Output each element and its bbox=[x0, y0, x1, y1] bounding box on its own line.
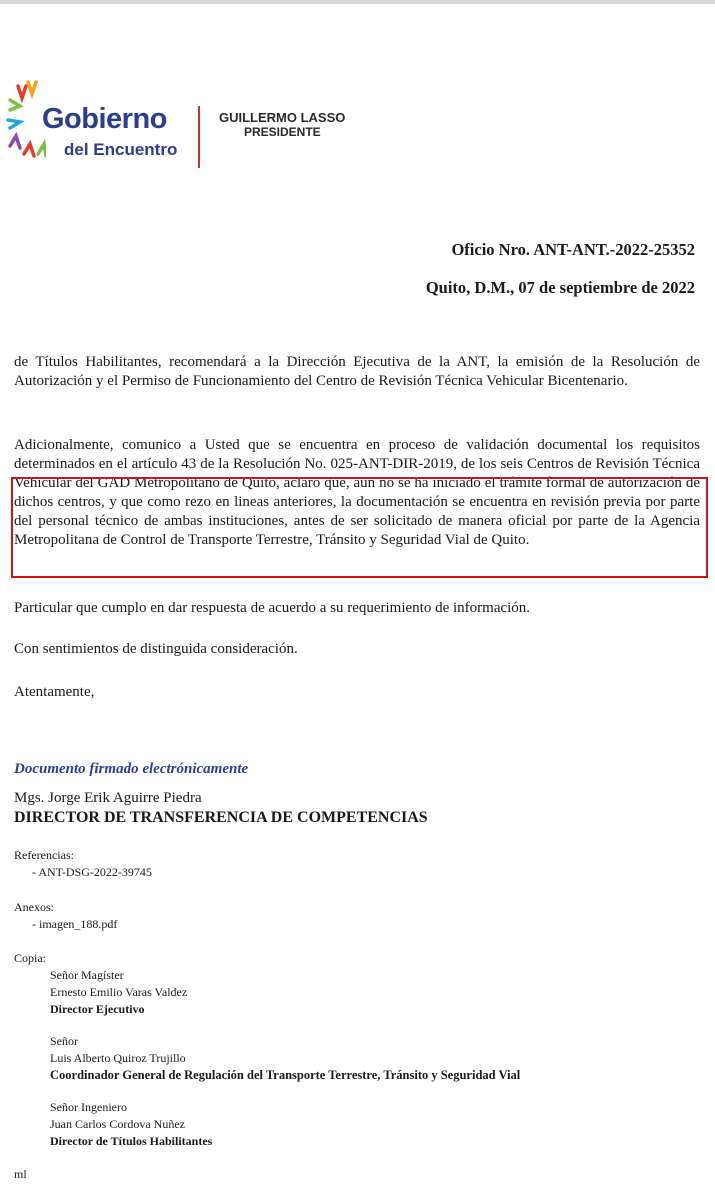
signer-name: Mgs. Jorge Erik Aguirre Piedra bbox=[14, 790, 202, 806]
top-border bbox=[0, 0, 715, 4]
anexos-label: Anexos: bbox=[14, 900, 54, 914]
copia-salutation: Señor Ingeniero bbox=[50, 1100, 127, 1114]
oficio-number: Oficio Nro. ANT-ANT.-2022-25352 bbox=[451, 240, 695, 259]
copia-name: Luis Alberto Quiroz Trujillo bbox=[50, 1051, 186, 1065]
copia-label: Copia: bbox=[14, 951, 46, 965]
paragraph-closing: Con sentimientos de distinguida consideración. bbox=[14, 641, 298, 657]
paragraph-1: de Títulos Habilitantes, recomendará a la Dirección Ejecutiva de la ANT, la emisión de la Resolución de Autorización y el Permiso de Funcionamiento del Centro de Revisión Técnica Vehicular Bicentenario. bbox=[14, 354, 700, 389]
copia-salutation: Señor Magíster bbox=[50, 968, 124, 982]
copia-name: Juan Carlos Cordova Nuñez bbox=[50, 1117, 185, 1131]
anexos-item: - imagen_188.pdf bbox=[32, 917, 118, 931]
logo-divider bbox=[198, 106, 200, 168]
logo-main-text: Gobierno bbox=[42, 103, 167, 135]
copia-role: Director de Títulos Habilitantes bbox=[50, 1134, 213, 1148]
paragraph-3: Particular que cumplo en dar respuesta de acuerdo a su requerimiento de información. bbox=[14, 600, 531, 616]
initials: ml bbox=[14, 1167, 27, 1181]
copia-salutation: Señor bbox=[50, 1034, 78, 1048]
highlight-box bbox=[11, 477, 708, 578]
president-title: PRESIDENTE bbox=[244, 125, 321, 139]
logo-sub-text: del Encuentro bbox=[64, 140, 178, 159]
copia-role: Director Ejecutivo bbox=[50, 1002, 145, 1016]
president-name: GUILLERMO LASSO bbox=[219, 110, 346, 125]
copia-role: Coordinador General de Regulación del Transporte Terrestre, Tránsito y Seguridad Vial bbox=[50, 1068, 521, 1082]
referencias-label: Referencias: bbox=[14, 848, 74, 862]
gobierno-logo bbox=[6, 80, 366, 175]
referencias-item: - ANT-DSG-2022-39745 bbox=[32, 865, 152, 879]
signer-title: DIRECTOR DE TRANSFERENCIA DE COMPETENCIAS bbox=[14, 809, 428, 826]
copia-name: Ernesto Emilio Varas Valdez bbox=[50, 985, 188, 999]
paragraph-2: Adicionalmente, comunico a Usted que se encuentra en proceso de validación documental los requisitos determinados en el artículo 43 de la Resolución No. 025-ANT-DIR-2019, de los seis Centros de Revisión Técnica Vehicular del GAD Metropolitano de Quito, aclaro que, aun no se ha iniciado el trámite formal de autorización de dichos centros, y que como rezo en lineas anteriores, la documentación se encuentra en revisión previa por parte del personal técnico de ambas instituciones, antes de ser solicitado de manera oficial por parte de la Agencia Metropolitana de Control de Transporte Terrestre, Tránsito y Seguridad Vial de Quito. bbox=[14, 437, 700, 548]
signed-electronically-label: Documento firmado electrónicamente bbox=[14, 761, 249, 777]
logo-rays-icon bbox=[6, 80, 46, 170]
paragraph-atentamente: Atentamente, bbox=[14, 684, 95, 700]
document-date: Quito, D.M., 07 de septiembre de 2022 bbox=[425, 278, 695, 297]
